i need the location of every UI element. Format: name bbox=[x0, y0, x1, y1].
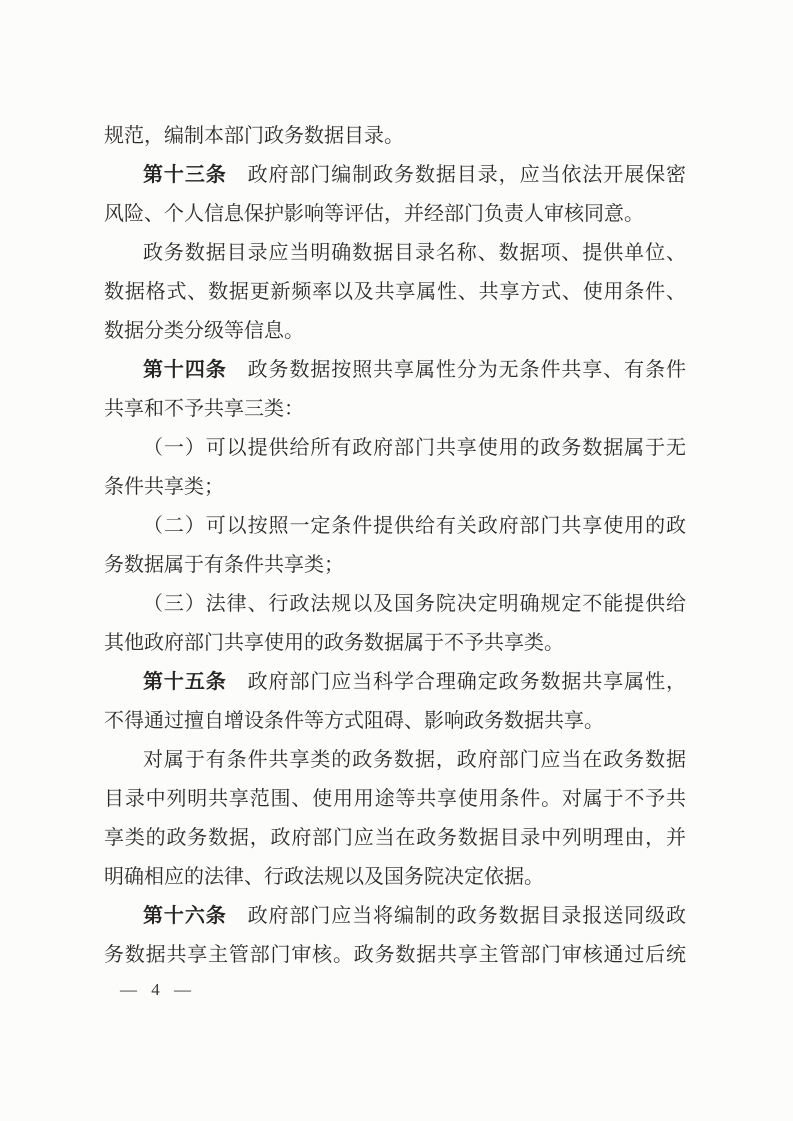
text-line bbox=[104, 663, 686, 702]
article-number: 第十三条 bbox=[143, 164, 227, 186]
article-number: 第十六条 bbox=[143, 905, 227, 927]
text-line bbox=[104, 195, 686, 234]
text-line bbox=[104, 507, 686, 546]
text-line bbox=[104, 819, 686, 858]
line-text: 数据格式、数据更新频率以及共享属性、共享方式、使用条件、 bbox=[104, 281, 686, 303]
article-number: 第十四条 bbox=[143, 359, 227, 381]
text-line bbox=[104, 312, 686, 351]
line-text: 政府部门编制政务数据目录，应当依法开展保密 bbox=[226, 164, 687, 186]
line-text: （一）可以提供给所有政府部门共享使用的政务数据属于无 bbox=[143, 437, 686, 459]
text-line bbox=[104, 702, 686, 741]
line-text: 享类的政务数据，政府部门应当在政务数据目录中列明理由，并 bbox=[104, 827, 686, 849]
line-text: 务数据共享主管部门审核。政务数据共享主管部门审核通过后统 bbox=[104, 944, 686, 966]
text-line bbox=[104, 234, 686, 273]
line-text: 政务数据目录应当明确数据目录名称、数据项、提供单位、 bbox=[143, 242, 686, 264]
line-text: 风险、个人信息保护影响等评估，并经部门负责人审核同意。 bbox=[104, 203, 644, 225]
line-text: （三）法律、行政法规以及国务院决定明确规定不能提供给 bbox=[143, 593, 686, 615]
text-line bbox=[104, 468, 686, 507]
line-text: 目录中列明共享范围、使用用途等共享使用条件。对属于不予共 bbox=[104, 788, 686, 810]
text-line bbox=[104, 858, 686, 897]
text-line bbox=[104, 546, 686, 585]
text-line bbox=[104, 156, 686, 195]
text-line bbox=[104, 429, 686, 468]
line-text: 共享和不予共享三类： bbox=[104, 398, 304, 420]
document-body bbox=[104, 117, 686, 975]
text-line bbox=[104, 117, 686, 156]
line-text: 其他政府部门共享使用的政务数据属于不予共享类。 bbox=[104, 632, 564, 654]
line-text: 规范，编制本部门政务数据目录。 bbox=[104, 125, 404, 147]
text-line bbox=[104, 351, 686, 390]
text-line bbox=[104, 780, 686, 819]
text-line bbox=[104, 936, 686, 975]
article-number: 第十五条 bbox=[143, 671, 227, 693]
text-line bbox=[104, 741, 686, 780]
line-text: （二）可以按照一定条件提供给有关政府部门共享使用的政 bbox=[143, 515, 686, 537]
line-text: 数据分类分级等信息。 bbox=[104, 320, 304, 342]
page-number: — 4 — bbox=[120, 980, 196, 999]
line-text: 条件共享类； bbox=[104, 476, 224, 498]
line-text: 政府部门应当科学合理确定政务数据共享属性， bbox=[226, 671, 687, 693]
line-text: 明确相应的法律、行政法规以及国务院决定依据。 bbox=[104, 866, 544, 888]
line-text: 政务数据按照共享属性分为无条件共享、有条件 bbox=[226, 359, 687, 381]
text-line bbox=[104, 897, 686, 936]
line-text: 务数据属于有条件共享类； bbox=[104, 554, 344, 576]
text-line bbox=[104, 273, 686, 312]
text-line bbox=[104, 390, 686, 429]
text-line bbox=[104, 624, 686, 663]
line-text: 政府部门应当将编制的政务数据目录报送同级政 bbox=[226, 905, 687, 927]
line-text: 不得通过擅自增设条件等方式阻碍、影响政务数据共享。 bbox=[104, 710, 604, 732]
text-line bbox=[104, 585, 686, 624]
line-text: 对属于有条件共享类的政务数据，政府部门应当在政务数据 bbox=[143, 749, 686, 771]
